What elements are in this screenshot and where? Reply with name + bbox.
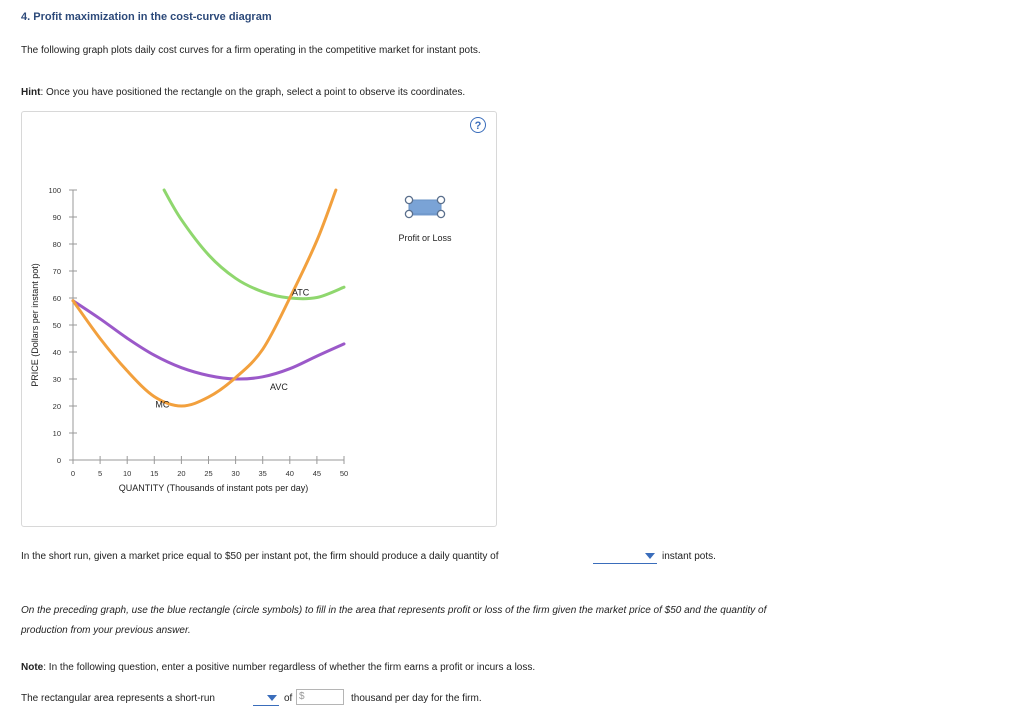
tool-handle-icon[interactable] [437,196,444,203]
cost-curve-chart[interactable] [22,112,496,526]
hint-text [21,87,465,98]
y-tick-label: 70 [52,267,61,276]
avc-label: AVC [270,381,288,392]
question-title: 4. Profit maximization in the cost-curve diagram [21,11,272,23]
y-tick-label: 80 [52,240,61,249]
graph-panel[interactable] [21,111,497,527]
profit-loss-dropdown[interactable] [253,690,279,706]
chevron-down-icon [645,553,655,559]
y-tick-label: 0 [56,456,61,465]
x-tick-label: 35 [258,469,267,478]
hint-label: Hint [21,87,41,98]
quantity-dropdown[interactable] [593,548,657,564]
question2-text: On the preceding graph, use the blue rectangle (circle symbols) to fill in the area that represents profit or loss of the firm given the market price of $50 and the quantity of production from your previous answer. [21,605,767,636]
x-tick-label: 30 [231,469,240,478]
x-axis-label: QUANTITY (Thousands of instant pots per day) [118,483,309,493]
tool-label: Profit or Loss [398,233,452,243]
tool-handle-icon[interactable] [405,196,412,203]
note-body: : In the following question, enter a positive number regardless of whether the firm earns a profit or incurs a loss. [43,662,536,673]
profit-or-loss-tool[interactable] [398,196,452,243]
tool-handle-icon[interactable] [437,210,444,217]
question3-of: of [284,693,293,704]
x-tick-label: 20 [177,469,186,478]
x-tick-label: 45 [312,469,322,478]
question3-text: The rectangular area represents a short-run [21,693,215,704]
question3-suffix: thousand per day for the firm. [351,693,482,704]
note-text [21,662,535,673]
question1-text: In the short run, given a market price equal to $50 per instant pot, the firm should produce a daily quantity of [21,551,499,562]
atc-curve [164,190,344,299]
y-tick-label: 90 [52,213,61,222]
y-tick-label: 20 [52,402,61,411]
y-tick-label: 10 [52,429,61,438]
x-tick-label: 10 [123,469,132,478]
y-tick-label: 60 [52,294,61,303]
note-label: Note [21,662,44,673]
x-tick-label: 0 [70,469,76,478]
x-tick-label: 50 [339,469,349,478]
intro-text: The following graph plots daily cost curves for a firm operating in the competitive market for instant pots. [21,45,481,56]
y-tick-label: 100 [48,186,61,195]
tool-handle-icon[interactable] [405,210,412,217]
hint-body: : Once you have positioned the rectangle on the graph, select a point to observe its coordinates. [40,87,466,98]
avc-curve [73,301,344,379]
atc-label: ATC [291,287,310,298]
rectangle-tool-icon[interactable] [409,200,441,214]
chevron-down-icon [267,695,277,701]
question1-suffix: instant pots. [662,551,716,562]
y-tick-label: 50 [52,321,61,330]
amount-input[interactable]: $ [296,689,344,705]
x-tick-label: 25 [204,469,213,478]
help-icon[interactable]: ? [470,117,486,133]
y-tick-label: 40 [52,348,61,357]
y-tick-label: 30 [52,375,61,384]
x-tick-label: 40 [285,469,294,478]
mc-label: MC [155,399,170,410]
x-tick-label: 5 [98,469,103,478]
x-tick-label: 15 [150,469,159,478]
y-axis-label: PRICE (Dollars per instant pot) [30,263,40,387]
